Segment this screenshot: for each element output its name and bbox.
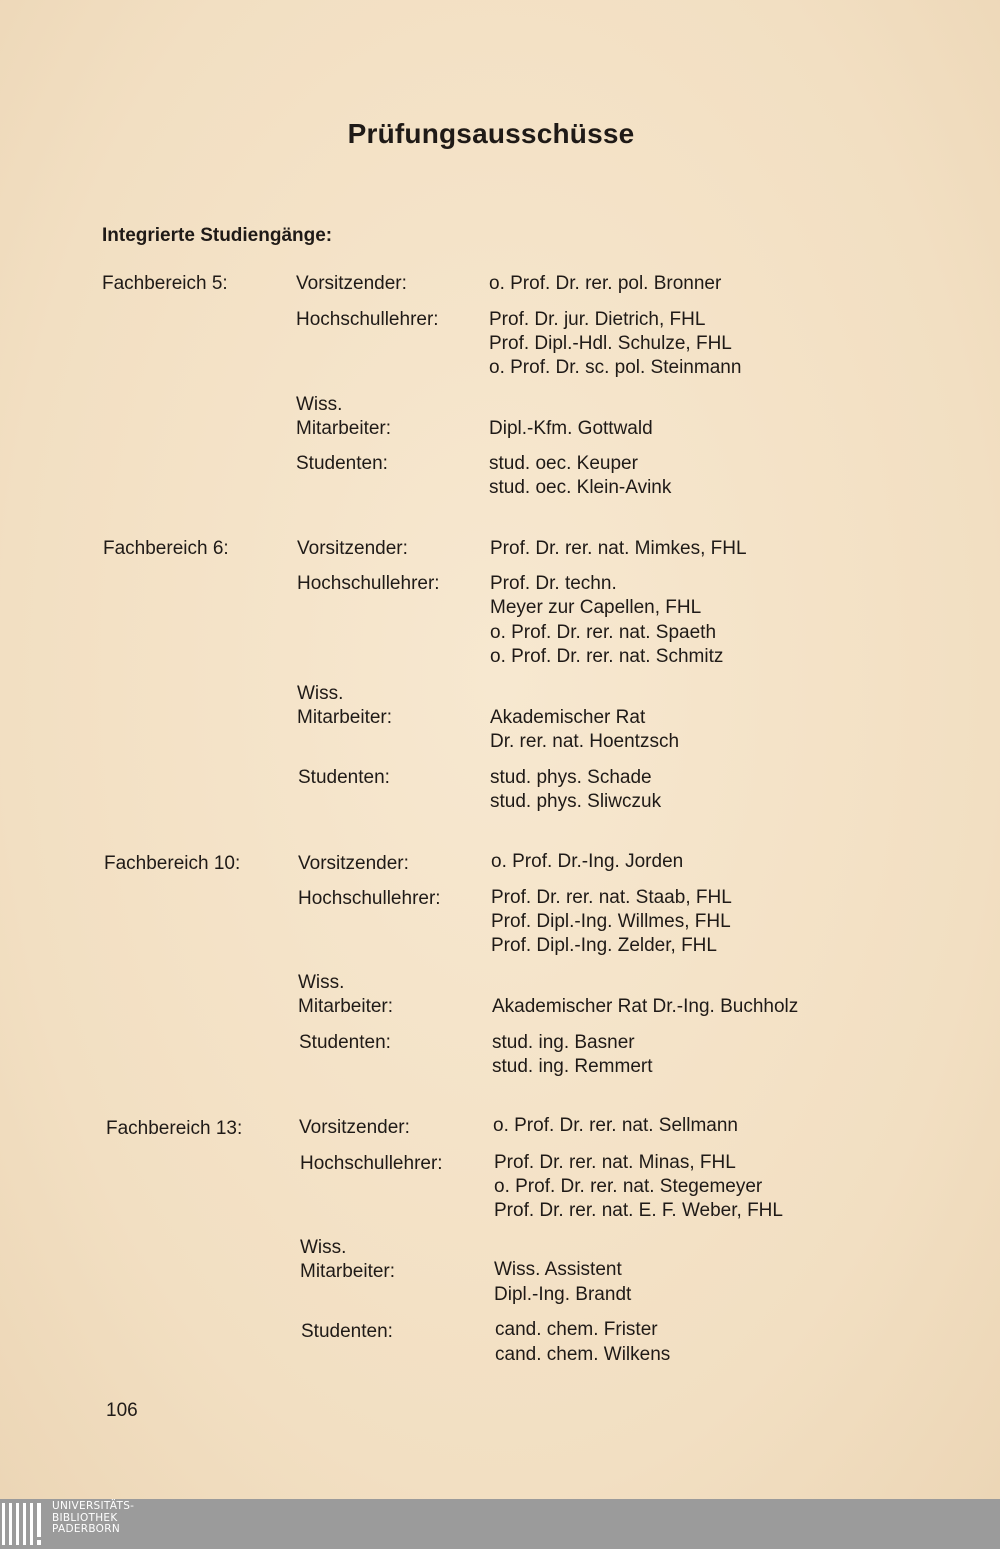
hochschullehrer-name: Prof. Dr. rer. nat. Minas, FHL [494, 1152, 736, 1173]
fachbereich-label: Fachbereich 6: [103, 538, 229, 559]
vorsitzender-label: Vorsitzender: [299, 1117, 410, 1138]
mitarbeiter-label: Mitarbeiter: [300, 1261, 396, 1282]
mitarbeiter-name: Akademischer Rat [490, 707, 646, 728]
student-name: stud. ing. Basner [492, 1032, 635, 1053]
hochschullehrer-name: Prof. Dr. techn. [490, 573, 617, 594]
studenten-label: Studenten: [296, 453, 388, 474]
fachbereich-label: Fachbereich 5: [102, 273, 228, 294]
wiss-label: Wiss. [297, 683, 344, 704]
student-name: stud. oec. Klein-Avink [489, 477, 672, 498]
mitarbeiter-label: Mitarbeiter: [298, 996, 394, 1017]
hochschullehrer-label: Hochschullehrer: [297, 573, 440, 594]
hochschullehrer-label: Hochschullehrer: [300, 1153, 443, 1174]
library-logo-icon [0, 1499, 50, 1549]
wiss-label: Wiss. [296, 394, 343, 415]
wiss-label: Wiss. [300, 1237, 347, 1258]
page-title: Prüfungsausschüsse [347, 118, 635, 149]
student-name: stud. oec. Keuper [489, 453, 638, 474]
fachbereich-label: Fachbereich 13: [106, 1118, 243, 1139]
hochschullehrer-name: o. Prof. Dr. rer. nat. Schmitz [490, 646, 724, 667]
hochschullehrer-name: Prof. Dipl.-Ing. Willmes, FHL [491, 911, 731, 932]
mitarbeiter-name: Wiss. Assistent [494, 1259, 622, 1280]
library-logo-text [52, 1501, 134, 1536]
hochschullehrer-label: Hochschullehrer: [296, 309, 439, 330]
wiss-label: Wiss. [298, 972, 345, 993]
mitarbeiter-name: Dipl.-Ing. Brandt [494, 1284, 632, 1305]
vorsitzender-label: Vorsitzender: [296, 273, 407, 294]
mitarbeiter-name: Akademischer Rat Dr.-Ing. Buchholz [492, 996, 799, 1017]
student-name: stud. ing. Remmert [492, 1056, 653, 1077]
hochschullehrer-name: o. Prof. Dr. sc. pol. Steinmann [489, 357, 742, 378]
mitarbeiter-name: Dr. rer. nat. Hoentzsch [490, 731, 680, 752]
vorsitzender-label: Vorsitzender: [297, 538, 408, 559]
library-footer [0, 1499, 1000, 1549]
hochschullehrer-name: Prof. Dr. jur. Dietrich, FHL [489, 309, 706, 330]
mitarbeiter-label: Mitarbeiter: [296, 418, 392, 439]
student-name: stud. phys. Sliwczuk [490, 791, 662, 812]
vorsitzender-name: o. Prof. Dr.-Ing. Jorden [491, 851, 684, 872]
studenten-label: Studenten: [301, 1321, 393, 1342]
section-subtitle: Integrierte Studiengänge: [102, 225, 333, 246]
studenten-label: Studenten: [299, 1032, 391, 1053]
hochschullehrer-label: Hochschullehrer: [298, 888, 441, 909]
vorsitzender-label: Vorsitzender: [298, 853, 409, 874]
student-name: cand. chem. Wilkens [495, 1344, 671, 1365]
hochschullehrer-name: Prof. Dipl.-Ing. Zelder, FHL [491, 935, 717, 956]
logo-line: UNIVERSITÄTS- [52, 1500, 135, 1512]
student-name: stud. phys. Schade [490, 767, 652, 788]
studenten-label: Studenten: [298, 767, 390, 788]
hochschullehrer-name: o. Prof. Dr. rer. nat. Spaeth [490, 622, 717, 643]
vorsitzender-name: o. Prof. Dr. rer. pol. Bronner [489, 273, 722, 294]
page-number: 106 [106, 1400, 138, 1421]
student-name: cand. chem. Frister [495, 1319, 658, 1340]
mitarbeiter-label: Mitarbeiter: [297, 707, 393, 728]
vorsitzender-name: Prof. Dr. rer. nat. Mimkes, FHL [490, 538, 747, 559]
hochschullehrer-name: Prof. Dr. rer. nat. E. F. Weber, FHL [494, 1200, 783, 1221]
hochschullehrer-name: Meyer zur Capellen, FHL [490, 597, 702, 618]
fachbereich-label: Fachbereich 10: [104, 853, 241, 874]
vorsitzender-name: o. Prof. Dr. rer. nat. Sellmann [493, 1115, 738, 1136]
logo-line: BIBLIOTHEK [52, 1511, 118, 1524]
hochschullehrer-name: Prof. Dipl.-Hdl. Schulze, FHL [489, 333, 732, 354]
logo-line: PADERBORN [52, 1523, 120, 1535]
hochschullehrer-name: o. Prof. Dr. rer. nat. Stegemeyer [494, 1176, 763, 1197]
mitarbeiter-name: Dipl.-Kfm. Gottwald [489, 418, 653, 439]
hochschullehrer-name: Prof. Dr. rer. nat. Staab, FHL [491, 887, 732, 908]
